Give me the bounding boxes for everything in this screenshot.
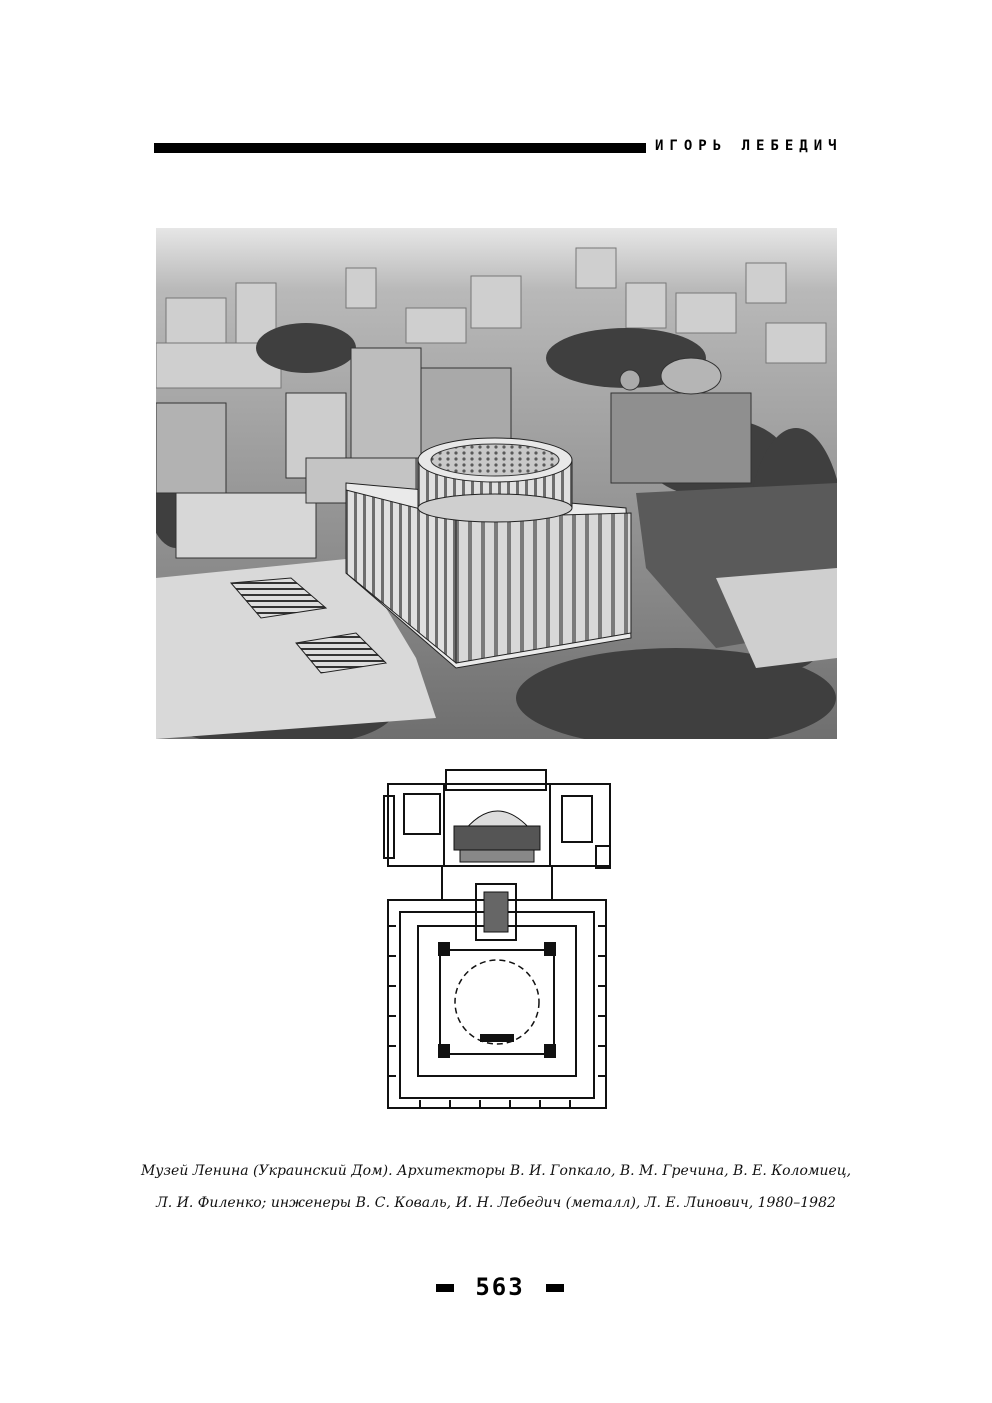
page-number-dash-right — [546, 1284, 564, 1292]
header-rule — [154, 143, 646, 153]
running-head-author: ИГОРЬ ЛЕБЕДИЧ — [655, 138, 843, 154]
page-number: 563 — [475, 1273, 525, 1301]
page-number-dash-left — [436, 1284, 454, 1292]
caption-line-1: Музей Ленина (Украинский Дом). Архитекторы В. И. Гопкало, В. М. Гречина, В. Е. Коломиец, — [140, 1163, 852, 1179]
floor-plan-drawing — [380, 766, 612, 1112]
page-number-block — [436, 1273, 564, 1303]
caption-line-2: Л. И. Филенко; инженеры В. С. Коваль, И. Н. Лебедич (металл), Л. Е. Линович, 1980–1982 — [156, 1195, 836, 1211]
figure-caption — [100, 1155, 892, 1219]
aerial-photograph — [156, 228, 837, 739]
